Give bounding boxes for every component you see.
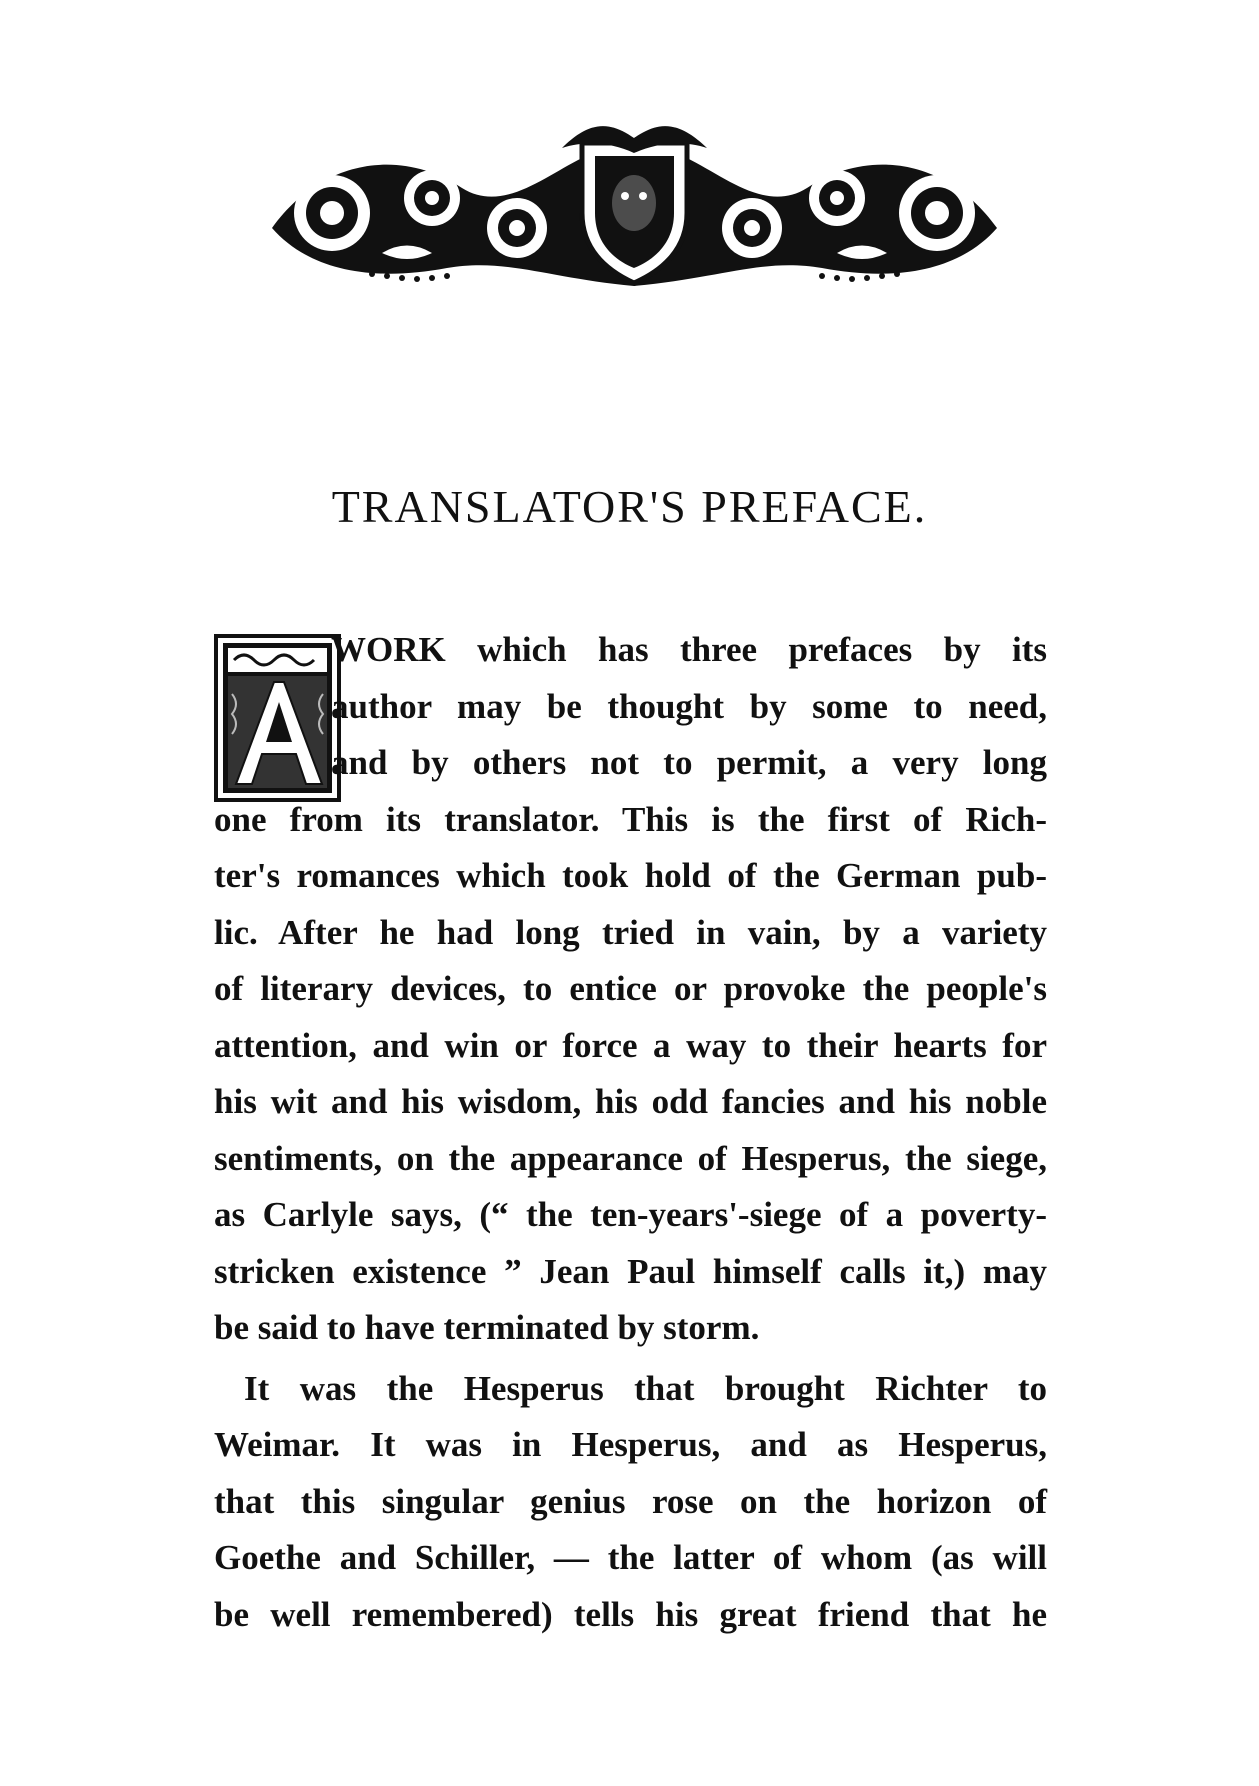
page-title: TRANSLATOR'S PREFACE.: [331, 481, 928, 532]
text-line: one from its translator. This is the first of Rich-: [214, 799, 1047, 839]
text-line: that this singular genius rose on the horizon of: [214, 1481, 1047, 1521]
text-line: attention, and win or force a way to their hearts for: [214, 1025, 1047, 1065]
preface-text: [214, 622, 1047, 1643]
text-line: Weimar. It was in Hesperus, and as Hesperus,: [214, 1425, 1047, 1464]
ornamental-foliage-headpiece-icon: [262, 118, 1007, 293]
text-line: author may be thought by some to need,: [331, 686, 1047, 726]
text-line: stricken existence ” Jean Paul himself calls it,) may: [214, 1251, 1047, 1291]
text-line: his wit and his wisdom, his odd fancies and his noble: [214, 1082, 1047, 1121]
text-line: as Carlyle says, (“ the ten-years'-siege of a poverty-: [214, 1195, 1047, 1234]
text-line: ter's romances which took hold of the German pub-: [214, 856, 1047, 895]
text-line: of literary devices, to entice or provoke the people's: [214, 969, 1047, 1008]
text-line: lic. After he had long tried in vain, by a variety: [214, 912, 1047, 952]
ornamental-headpiece: [262, 118, 1007, 293]
text-line: WORK which has three prefaces by its: [331, 630, 1047, 669]
text-line: and by others not to permit, a very long: [331, 743, 1047, 782]
paragraph-1: [214, 622, 1047, 1357]
text-line: Goethe and Schiller, — the latter of whom (as will: [214, 1538, 1047, 1577]
text-line: be well remembered) tells his great friend that he: [214, 1594, 1047, 1634]
text-line: be said to have terminated by storm.: [214, 1308, 760, 1347]
paragraph-2: [214, 1361, 1047, 1644]
text-line: It was the Hesperus that brought Richter to: [244, 1368, 1047, 1408]
text-line: sentiments, on the appearance of Hesperus, the siege,: [214, 1138, 1047, 1178]
